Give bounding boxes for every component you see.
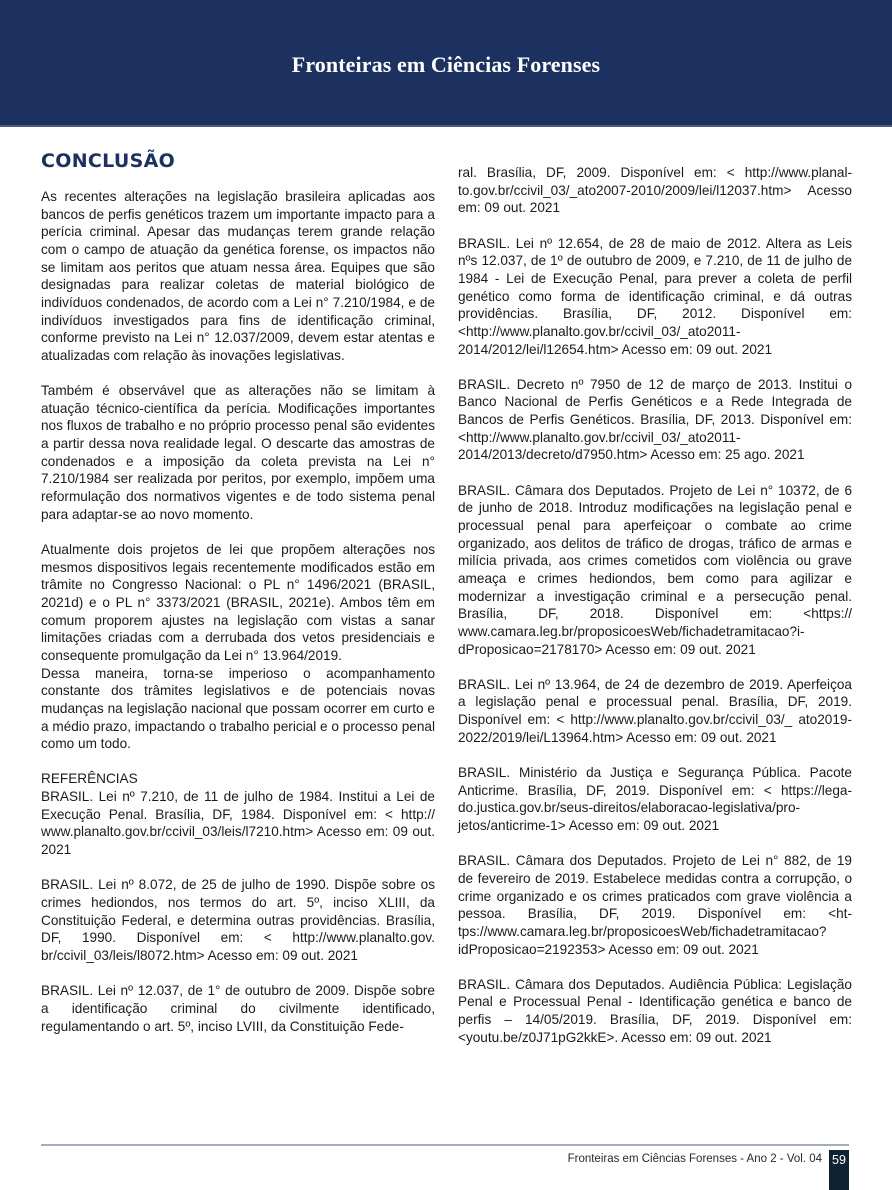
- page-number: 59: [829, 1150, 849, 1190]
- journal-header: [0, 0, 892, 127]
- conclusion-paragraph-4: Dessa maneira, torna-se imperioso o acompanhamento constante dos trâmites legislativos e de potenciais novas mudanças na legislação nacional que possam ocorrer em curto e a médio prazo, impactando o trabalho pericial e o processo penal como um todo.: [41, 665, 435, 752]
- right-column: [458, 164, 852, 1046]
- left-column: [41, 150, 435, 1035]
- references-heading: REFERÊNCIAS: [41, 771, 138, 787]
- reference-item: BRASIL. Lei nº 12.654, de 28 de maio de 2012. Altera as Leis nºs 12.037, de 1º de outubro de 2009, e 7.210, de 11 de julho de 1984 - Lei de Execução Penal, para prever a coleta de perfil genético como forma de identificação criminal, e dá outras providências. Brasília, DF, 2012. Disponível em: <http://www.planalto.gov.br/ccivil_03/_ato2011-2014/2012/lei/l12654.htm> Acesso em: 09 out. 2021: [458, 235, 852, 357]
- conclusion-paragraph-3: Atualmente dois projetos de lei que propõem alterações nos mesmos dispositivos legais recentemente modificados estão em trâmite no Congresso Nacional: o PL n° 1496/2021 (BRASIL, 2021d) e o PL n° 3373/2021 (BRASIL, 2021e). Ambos têm em comum proporem ajustes na legislação com vistas a sanar limitações criadas com a derrubada dos vetos presidenciais e consequente promulgação da Lei n° 13.964/2019.: [41, 542, 435, 663]
- reference-item-continued: ral. Brasília, DF, 2009. Disponível em: < http://www.planalto.gov.br/ccivil_03/_ato2007-2010/2009/lei/l12037.htm> Acesso em: 09 out. 2021: [458, 165, 852, 216]
- reference-item-part: BRASIL. Lei nº 12.037, de 1° de outubro de 2009. Dispõe sobre a identificação criminal do civilmente identificado, regulamentando o art. 5º, inciso LVIII, da Constituição Fede-: [41, 983, 435, 1034]
- footer-journal-info: Fronteiras em Ciências Forenses - Ano 2 - Vol. 04: [567, 1153, 822, 1165]
- reference-item: BRASIL. Ministério da Justiça e Segurança Pública. Pacote Anticrime. Brasília, DF, 2019. Disponível em: < https://legado.justica.gov.br/seus-direitos/elaboracao-legislativa/projetos/anticrime-1> Acesso em: 09 out. 2021: [458, 765, 852, 833]
- reference-item: BRASIL. Câmara dos Deputados. Projeto de Lei n° 10372, de 6 de junho de 2018. Introduz modificações na legislação penal e processual penal para aperfeiçoar o combate ao crime organizado, aos delitos de tráfico de drogas, tráfico de armas e milícia privada, aos crimes cometidos com violência ou grave ameaça e crimes hediondos, bem como para agilizar e modernizar a investigação criminal e a persecução penal. Brasília, DF, 2018. Disponível em: <https:// www.camara.leg.br/proposicoesWeb/fichadetramitacao?idProposicao=2178170> Acesso em: 09 out. 2021: [458, 482, 852, 657]
- journal-title: Fronteiras em Ciências Forenses: [291, 51, 601, 77]
- reference-item: BRASIL. Decreto nº 7950 de 12 de março de 2013. Institui o Banco Nacional de Perfis Genéticos e a Rede Integrada de Bancos de Perfis Genéticos. Brasília, DF, 2013. Disponível em: <http://www.planalto.gov.br/ccivil_03/_ato2011-2014/2013/decreto/d7950.htm> Acesso em: 25 ago. 2021: [458, 376, 852, 463]
- reference-item: BRASIL. Câmara dos Deputados. Audiência Pública: Legislação Penal e Processual Penal - Identificação genética e banco de perfis – 14/05/2019. Brasília, DF, 2019. Disponível em: <youtu.be/z0J71pG2kkE>. Acesso em: 09 out. 2021: [458, 976, 852, 1045]
- reference-item: BRASIL. Lei nº 13.964, de 24 de dezembro de 2019. Aperfeiçoa a legislação penal e processual penal. Brasília, DF, 2019. Disponível em: < http://www.planalto.gov.br/ccivil_03/_ ato2019-2022/2019/lei/L13964.htm> Acesso em: 09 out. 2021: [458, 676, 852, 745]
- reference-item: BRASIL. Lei nº 7.210, de 11 de julho de 1984. Institui a Lei de Execução Penal. Brasília, DF, 1984. Disponível em: < http:// www.planalto.gov.br/ccivil_03/leis/l7210.htm> Acesso em: 09 out. 2021: [41, 789, 435, 858]
- conclusion-paragraph-2: Também é observável que as alterações não se limitam à atuação técnico-científica da perícia. Modificações importantes nos fluxos de trabalho e no próprio processo penal são evidentes a partir dessa nova realidade legal. O descarte das amostras de condenados e a imposição da coleta prevista na Lei n° 7.210/1984 ser realizada por peritos, por exemplo, impõem uma reformulação dos normativos vigentes e de todo sistema penal para adaptar-se ao novo momento.: [41, 383, 435, 522]
- footer-divider: [41, 1144, 849, 1146]
- reference-item: BRASIL. Lei nº 8.072, de 25 de julho de 1990. Dispõe sobre os crimes hediondos, nos termos do art. 5º, inciso XLIII, da Constituição Federal, e determina outras providências. Brasília, DF, 1990. Disponível em: < http://www.planalto.gov. br/ccivil_03/leis/l8072.htm> Acesso em: 09 out. 2021: [41, 877, 435, 963]
- reference-item: BRASIL. Câmara dos Deputados. Projeto de Lei n° 882, de 19 de fevereiro de 2019. Estabelece medidas contra a corrupção, o crime organizado e os crimes praticados com grave violência a pessoa. Brasília, DF, 2019. Disponível em: <https://www.camara.leg.br/proposicoesWeb/fichadetramitacao?idProposicao=2192353> Acesso em: 09 out. 2021: [458, 853, 852, 957]
- conclusion-heading: CONCLUSÃO: [41, 150, 176, 172]
- conclusion-paragraph-1: As recentes alterações na legislação brasileira aplicadas aos bancos de perfis genéticos trazem um importante impacto para a perícia criminal. Apesar das mudanças terem grande relação com o campo de atuação da genética forense, os impactos não se limitam aos peritos que atuam nessa área. Equipes que são designadas para realizar coletas de material biológico de indivíduos condenados, de acordo com a Lei n° 7.210/1984, e de indivíduos investigados para fins de identificação criminal, conforme previsto na Lei n° 12.037/2009, devem estar atentas e atualizadas com relação às inovações legislativas.: [41, 189, 435, 363]
